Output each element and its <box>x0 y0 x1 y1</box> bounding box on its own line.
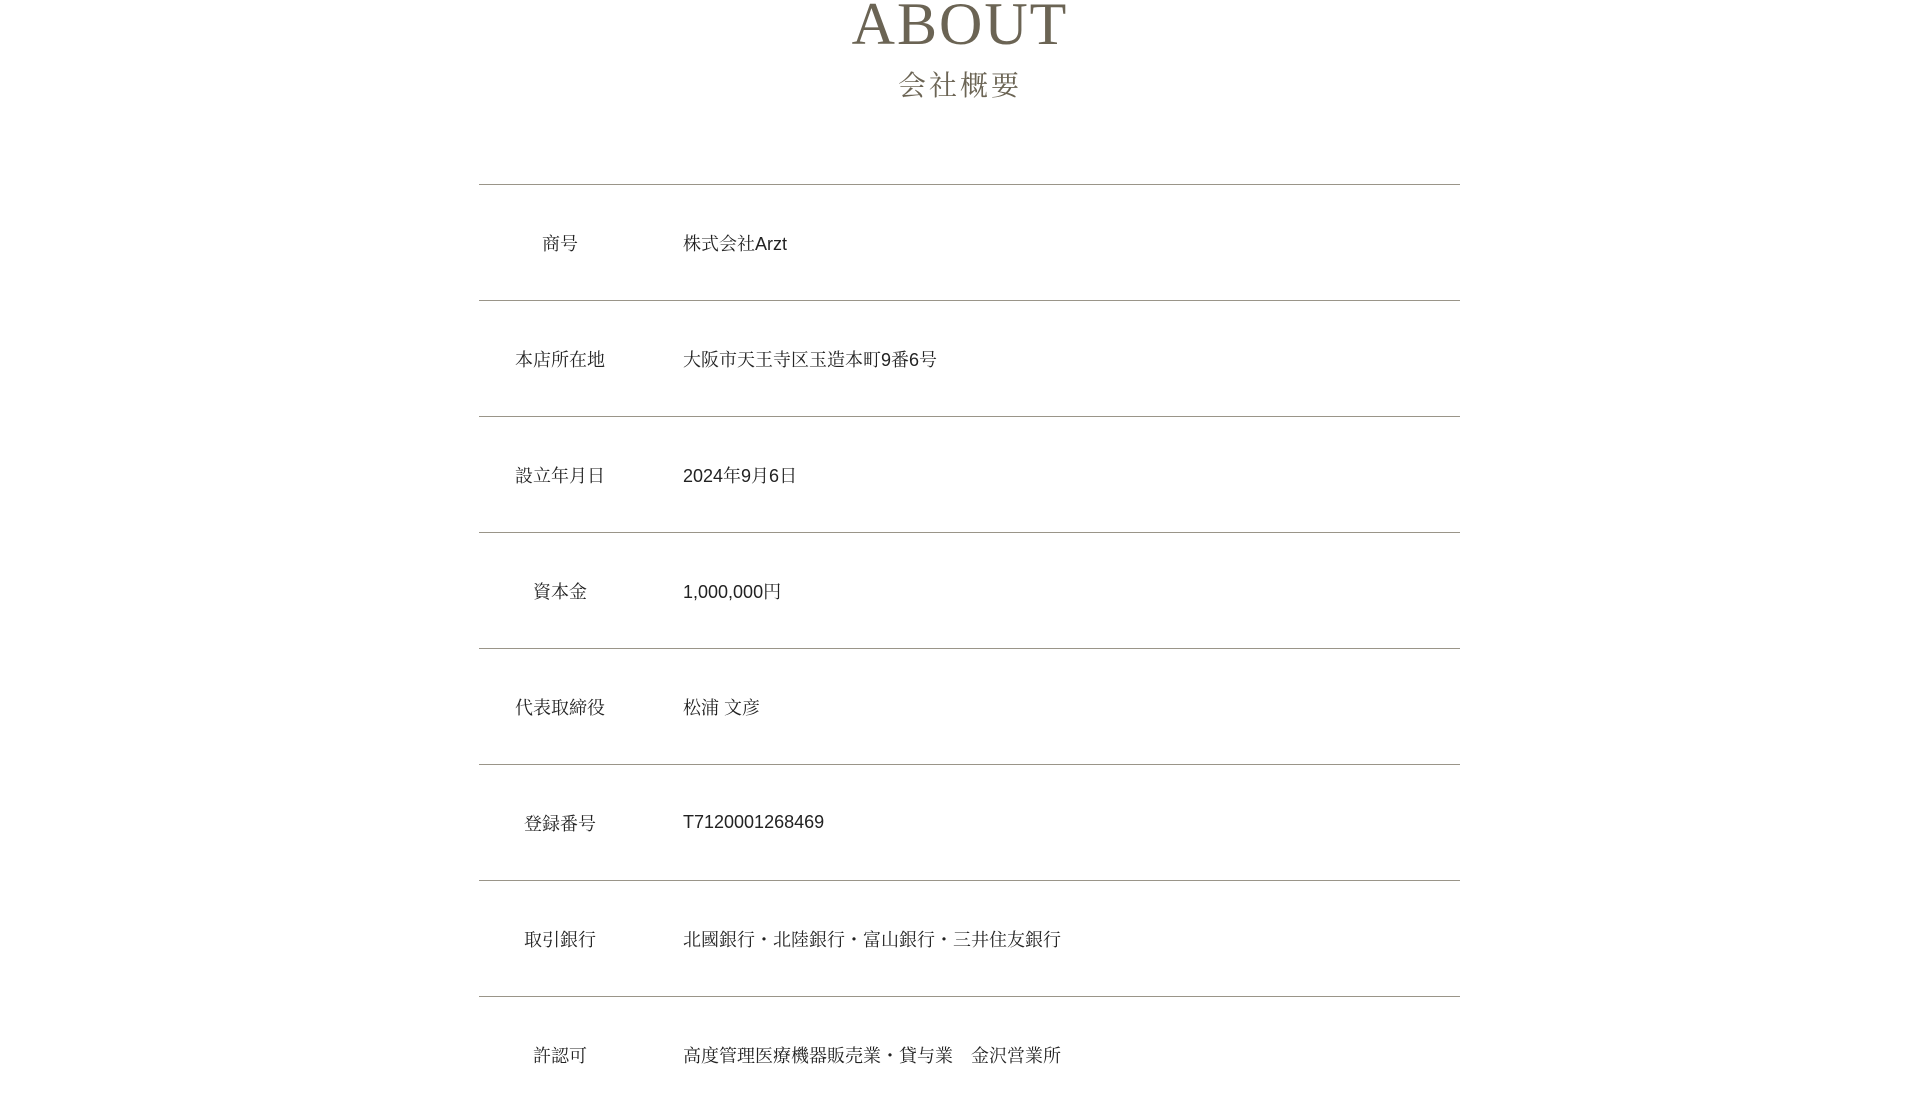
row-value: 松浦 文彦 <box>683 697 761 718</box>
table-row-established <box>479 417 1460 533</box>
row-label: 取引銀行 <box>524 929 596 950</box>
row-label: 資本金 <box>533 581 587 602</box>
row-value: 1,000,000円 <box>683 581 782 602</box>
row-label: 許認可 <box>533 1045 587 1066</box>
row-label: 設立年月日 <box>515 465 605 486</box>
table-row-banks <box>479 881 1460 997</box>
table-row-licenses <box>479 997 1460 1110</box>
row-value: T7120001268469 <box>683 812 825 832</box>
table-row-head-office <box>479 301 1460 417</box>
table-row-capital <box>479 533 1460 649</box>
company-overview-table <box>479 184 1460 1110</box>
row-value: 北國銀行・北陸銀行・富山銀行・三井住友銀行 <box>683 929 1061 950</box>
table-row-registration-number <box>479 765 1460 881</box>
row-value: 株式会社Arzt <box>683 233 788 254</box>
row-label: 本店所在地 <box>515 349 605 370</box>
page-subtitle: 会社概要 <box>897 69 1022 102</box>
row-value: 大阪市天王寺区玉造本町9番6号 <box>683 349 938 370</box>
row-label: 登録番号 <box>524 813 596 834</box>
row-value: 2024年9月6日 <box>683 465 798 486</box>
table-row-trade-name <box>479 185 1460 301</box>
page-title: ABOUT <box>851 0 1069 57</box>
row-label: 代表取締役 <box>515 697 605 718</box>
row-label: 商号 <box>542 233 578 254</box>
table-row-representative <box>479 649 1460 765</box>
row-value: 高度管理医療機器販売業・貸与業 金沢営業所 <box>683 1045 1061 1066</box>
